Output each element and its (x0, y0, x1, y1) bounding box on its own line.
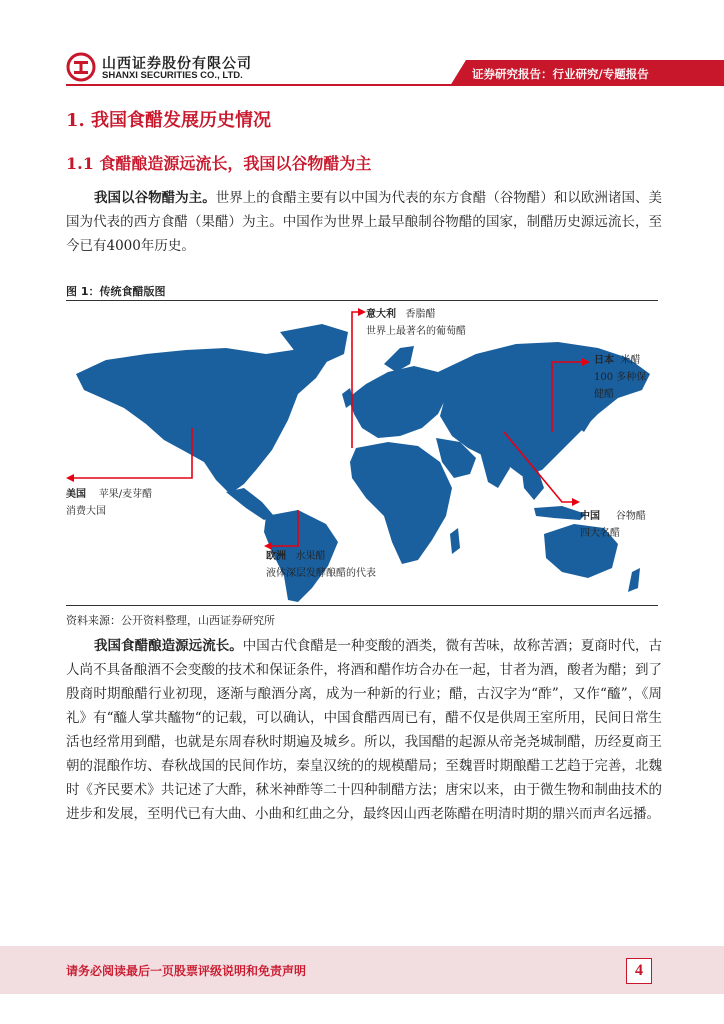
new-zealand-shape (628, 568, 640, 592)
japan-name: 日本 (594, 355, 614, 366)
china-label (580, 508, 646, 542)
paragraph-grain-vinegar (66, 186, 662, 262)
italy-name: 意大利 (366, 309, 396, 320)
central-america-shape (226, 488, 274, 520)
north-america-shape (76, 348, 328, 494)
africa-shape (350, 442, 452, 564)
china-vinegar-type: 谷物醋 (615, 511, 646, 522)
japan-vinegar-type: 米醋 (620, 355, 641, 366)
paragraph-lead: 我国食醋酿造源远流长。 (94, 638, 243, 654)
figure-bottom-rule (66, 605, 658, 606)
europe-desc: 液体深层发酵酿醋的代表 (266, 568, 376, 579)
china-desc: 四大名醋 (580, 528, 620, 539)
page-number: 4 (626, 958, 652, 984)
italy-label (366, 306, 466, 340)
usa-label (66, 486, 152, 520)
india-shape (480, 450, 510, 488)
paragraph-lead: 我国以谷物醋为主。 (94, 190, 216, 206)
footer-disclaimer: 请务必阅读最后一页股票评级说明和免责声明 (66, 964, 307, 978)
subsection-heading: 1.1 食醋酿造源远流长，我国以谷物醋为主 (66, 154, 372, 173)
figure-title: 图 1：传统食醋版图 (66, 285, 166, 298)
japan-label (594, 352, 646, 403)
company-name-en: SHANXI SECURITIES CO., LTD. (102, 70, 243, 81)
europe-name: 欧洲 (266, 551, 286, 562)
paragraph-body: 世界上的食醋主要有以中国为代表的东方食醋（谷物醋）和以欧洲诸国、美国为代表的西方食醋（果醋）为主。中国作为世界上最早酿制谷物醋的国家，制醋历史源远流长，至今已有4000年历史。 (66, 190, 663, 254)
europe-shape (348, 366, 448, 438)
usa-vinegar-type: 苹果/麦芽醋 (98, 489, 153, 500)
china-arrow-icon (572, 498, 580, 506)
section-heading: 1. 我国食醋发展历史情况 (66, 110, 272, 131)
southeast-asia-shape (522, 470, 544, 500)
usa-arrow-icon (66, 474, 74, 482)
company-logo-icon (66, 52, 96, 82)
usa-name: 美国 (66, 489, 86, 500)
figure-top-rule (66, 300, 658, 301)
madagascar-shape (450, 528, 460, 554)
usa-desc: 消费大国 (66, 506, 106, 517)
europe-vinegar-type: 水果醋 (295, 551, 326, 562)
header-divider (66, 84, 458, 86)
italy-arrow-icon (358, 308, 366, 316)
japan-desc-line2: 健醋 (594, 389, 614, 400)
company-name-cn: 山西证券股份有限公司 (102, 56, 252, 72)
image-watermark: 全景网 www.quanjing.com (72, 585, 171, 595)
europe-label (266, 548, 376, 582)
figure-source: 资料来源：公开资料整理，山西证券研究所 (66, 614, 275, 627)
paragraph-vinegar-history (66, 634, 662, 896)
paragraph-body: 中国古代食醋是一种变酸的酒类，微有苦味，故称苦酒；夏商时代，古人尚不具备酿酒不会变酸的技术和保证条件，将酒和醋作坊合办在一起，甘者为酒，酸者为醋；到了殷商时期酿醋行业初现，逐渐与酿酒分离，成为一种新的行业；醋，古汉字为“酢”，又作“醯”，《周礼》有“醯人掌共醯物“的记载，可以确认，中国食醋西周已有，醋不仅是供周王室所用，民间日常生活也经常用到醋，也就是东周春秋时期遍及城乡。所以，我国醋的起源从帝尧尧城制醋，历经夏商王朝的混酿作坊、春秋战国的民间作坊，秦皇汉统的的规模醋局；至魏晋时期酿醋工艺趋于完善，北魏时《齐民要术》共记述了大酢，秫米神酢等二十四种制醋方法；唐宋以来，由于微生物和制曲技术的进步和发展，至明代已有大曲、小曲和红曲之分，最终因山西老陈醋在明清时期的鼎兴而声名远播。 (66, 638, 663, 822)
china-name: 中国 (580, 511, 600, 522)
italy-callout-line (352, 312, 362, 448)
italy-vinegar-type: 香脂醋 (405, 309, 436, 320)
italy-desc: 世界上最著名的葡萄醋 (366, 326, 466, 337)
japan-desc-line1: 100 多种保 (594, 372, 647, 383)
indonesia-shape (534, 506, 586, 520)
report-type-label: 证券研究报告：行业研究/专题报告 (472, 67, 649, 81)
